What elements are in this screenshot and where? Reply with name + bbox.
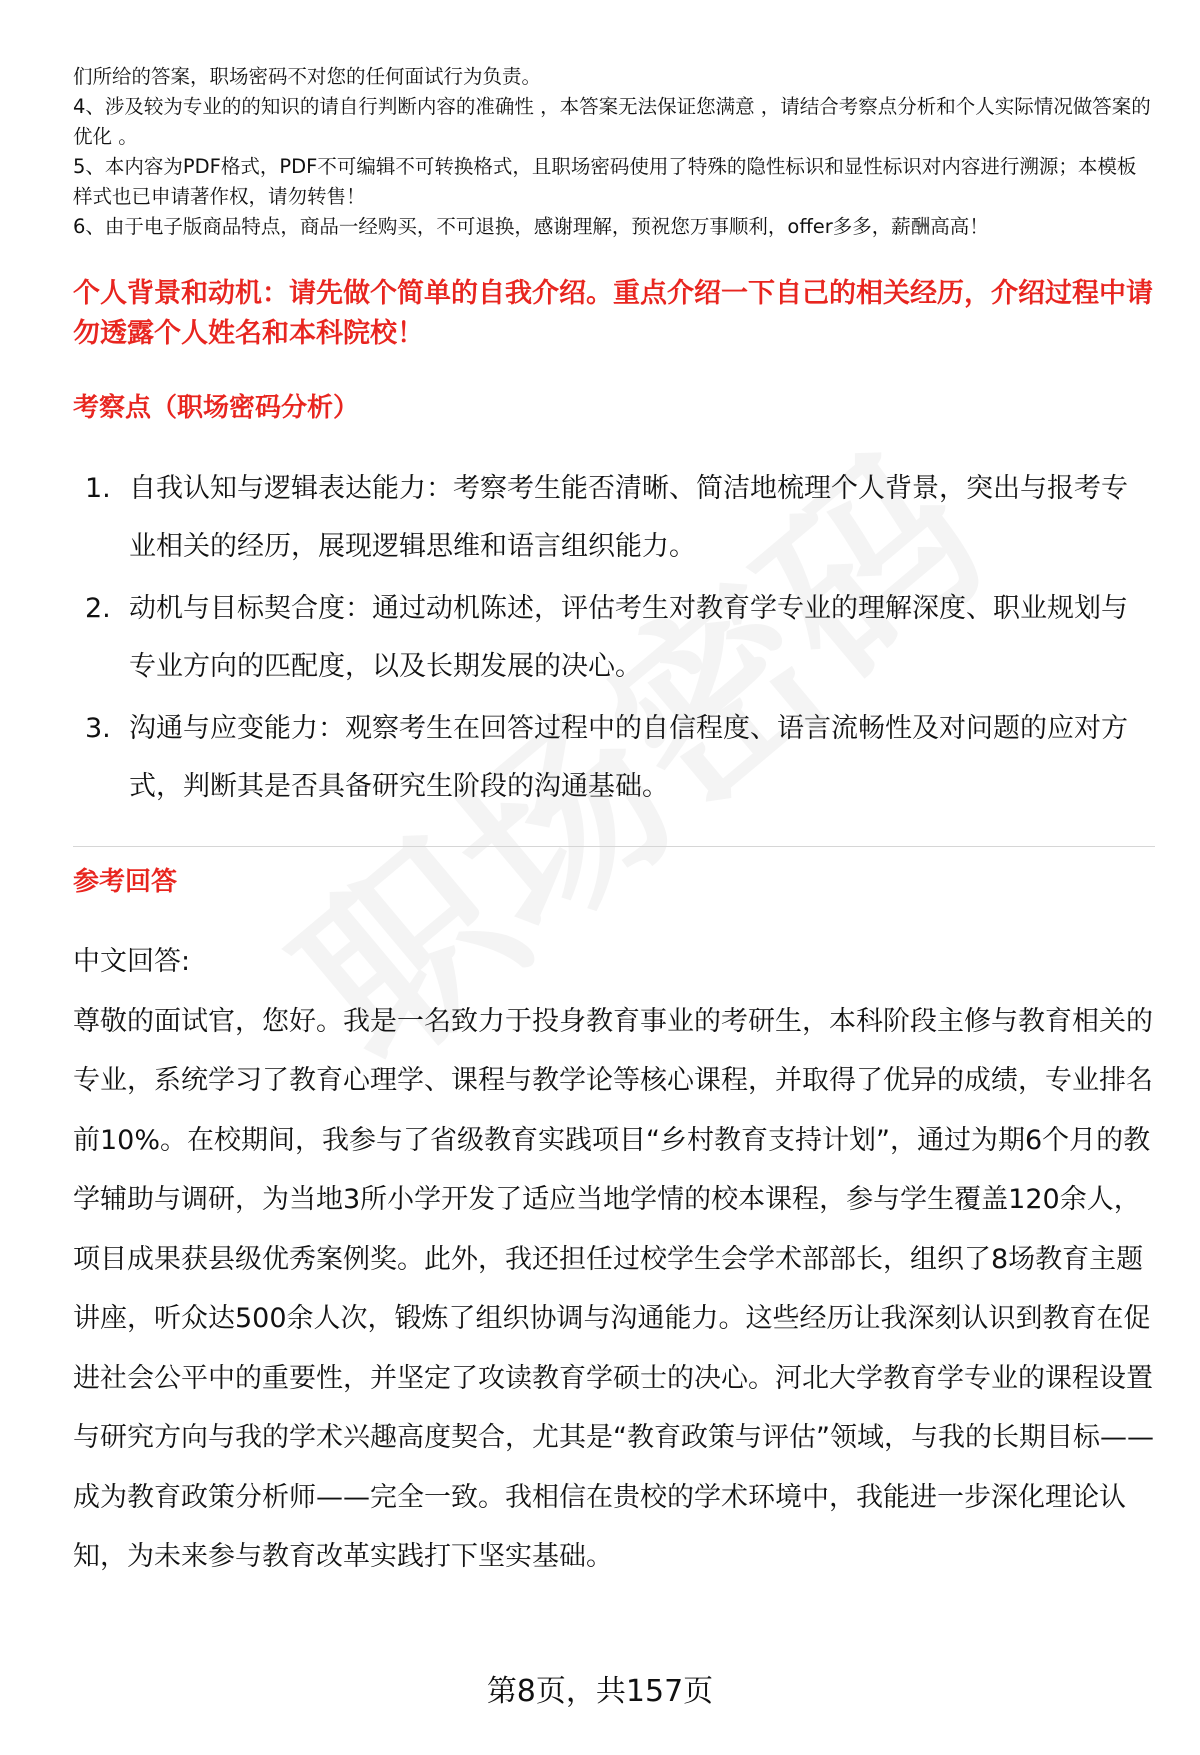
notice-line: 5、本内容为PDF格式，PDF不可编辑不可转换格式，且职场密码使用了特殊的隐性标识和显性标识对内容进行溯源；本模板样式也已申请著作权，请勿转售！ bbox=[73, 155, 1137, 208]
answer-subheading: 中文回答: bbox=[73, 946, 191, 977]
section-divider bbox=[73, 846, 1155, 847]
assessment-point bbox=[73, 460, 1153, 576]
notice-line: 4、涉及较为专业的的知识的请自行判断内容的准确性 ，本答案无法保证您满意 ，请结合考察点分析和个人实际情况做答案的优化 。 bbox=[73, 95, 1151, 148]
point-text: 沟通与应变能力：观察考生在回答过程中的自信程度、语言流畅性及对问题的应对方式，判断其是否具备研究生阶段的沟通基础。 bbox=[129, 713, 1128, 802]
reference-heading: 参考回答 bbox=[73, 867, 178, 897]
point-number: 2. bbox=[85, 593, 111, 624]
question-heading: 个人背景和动机：请先做个简单的自我介绍。重点介绍一下自己的相关经历，介绍过程中请勿透露个人姓名和本科院校！ bbox=[73, 278, 1153, 349]
notice-line: 6、由于电子版商品特点，商品一经购买，不可退换，感谢理解，预祝您万事顺利，offer多多，薪酬高高！ bbox=[73, 215, 989, 238]
point-text: 动机与目标契合度：通过动机陈述，评估考生对教育学专业的理解深度、职业规划与专业方向的匹配度，以及长期发展的决心。 bbox=[129, 593, 1128, 682]
page-number: 第8页，共157页 bbox=[486, 1674, 714, 1709]
disclaimer-notice bbox=[73, 62, 1153, 242]
notice-line: 们所给的答案，职场密码不对您的任何面试行为负责。 bbox=[73, 65, 542, 88]
assessment-point bbox=[73, 700, 1153, 816]
point-number: 3. bbox=[85, 713, 111, 744]
assessment-point bbox=[73, 580, 1153, 696]
point-text: 自我认知与逻辑表达能力：考察考生能否清晰、简洁地梳理个人背景，突出与报考专业相关的经历，展现逻辑思维和语言组织能力。 bbox=[129, 473, 1128, 562]
point-number: 1. bbox=[85, 473, 111, 504]
assessment-heading: 考察点（职场密码分析） bbox=[73, 393, 360, 423]
assessment-points bbox=[73, 460, 1153, 820]
answer-body: 尊敬的面试官，您好。我是一名致力于投身教育事业的考研生，本科阶段主修与教育相关的专业，系统学习了教育心理学、课程与教学论等核心课程，并取得了优异的成绩，专业排名前10%。在校期间，我参与了省级教育实践项目“乡村教育支持计划”，通过为期6个月的教学辅助与调研，为当地3所小学开发了适应当地学情的校本课程，参与学生覆盖120余人，项目成果获县级优秀案例奖。此外，我还担任过校学生会学术部部长，组织了8场教育主题讲座，听众达500余人次，锻炼了组织协调与沟通能力。这些经历让我深刻认识到教育在促进社会公平中的重要性，并坚定了攻读教育学硕士的决心。河北大学教育学专业的课程设置与研究方向与我的学术兴趣高度契合，尤其是“教育政策与评估”领域，与我的长期目标——成为教育政策分析师——完全一致。我相信在贵校的学术环境中，我能进一步深化理论认知，为未来参与教育改革实践打下坚实基础。 bbox=[73, 1005, 1154, 1572]
reference-answer bbox=[73, 932, 1163, 1587]
